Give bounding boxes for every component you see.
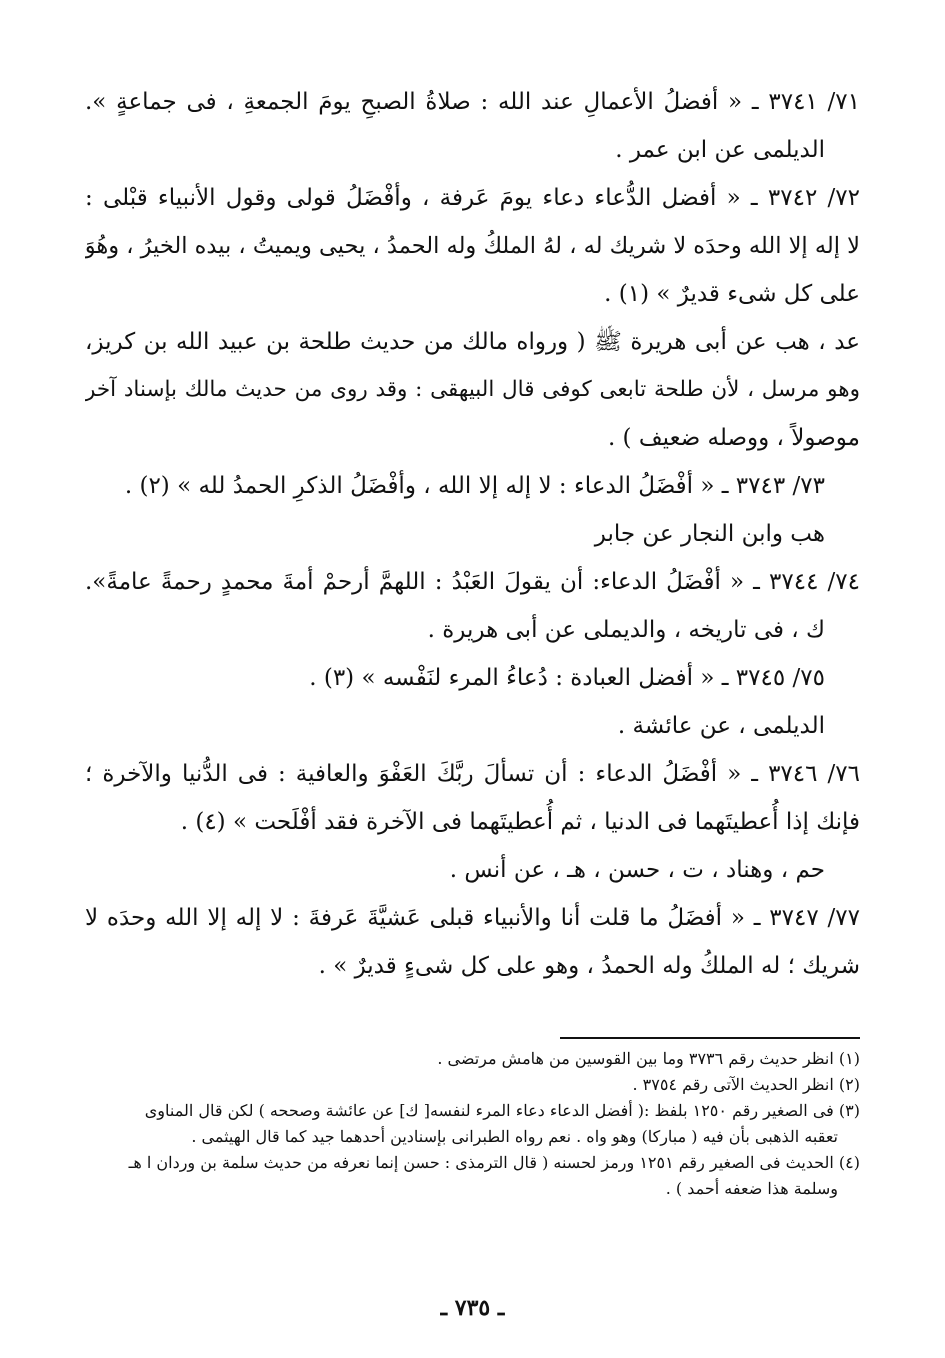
- footnote-2: (٢) انظر الحديث الآتى رقم ٣٧٥٤ .: [632, 1075, 860, 1094]
- footnote-4-line-2: وسلمة هذا ضعفه أحمد ) .: [665, 1179, 838, 1198]
- footnotes: [85, 1046, 860, 1202]
- hadith-3744-line-1: ٧٤/ ٣٧٤٤ ـ « أفْضَلُ الدعاء: أن يقولَ العَبْدُ : اللهمَّ أرحمْ أمةَ محمدٍ رحمةً عامةً».: [85, 569, 860, 595]
- footnote-1: (١) انظر حديث رقم ٣٧٣٦ وما بين القوسين من هامش مرتضى .: [437, 1049, 860, 1068]
- hadith-3741-line-1: ٧١/ ٣٧٤١ ـ « أفضلُ الأعمالِ عند الله : صلاةُ الصبحِ يومَ الجمعةِ ، فى جماعةٍ ».: [85, 89, 860, 115]
- hadith-3742-source-line-1: عد ، هب عن أبى هريرة ﷺ ( ورواه مالك من حديث طلحة بن عبيد الله بن كريز،: [85, 329, 860, 355]
- hadith-3743-source: هب وابن النجار عن جابر: [594, 521, 825, 547]
- footnote-separator: [560, 1037, 860, 1039]
- footnote-4-line-1: (٤) الحديث فى الصغير رقم ١٢٥١ ورمز لحسنه ( قال الترمذى : حسن إنما نعرفه من حديث سلمة بن وردان ا هـ: [128, 1153, 860, 1172]
- hadith-3747-line-1: ٧٧/ ٣٧٤٧ ـ « أفضَلُ ما قلت أنا والأنبياء قبلى عَشيَّةَ عَرفةَ : لا إله إلا الله وحدَه لا: [85, 905, 860, 931]
- footnote-3-line-2: تعقبه الذهبى بأن فيه ( مباركا) وهو واه . نعم رواه الطبرانى بإسنادين أحدهما جيد كما قال الهيثمى .: [191, 1127, 838, 1146]
- hadith-3741-source: الديلمى عن ابن عمر .: [615, 137, 825, 163]
- hadith-3742-line-1: ٧٢/ ٣٧٤٢ ـ « أفضل الدُّعاء دعاء يومَ عَرفة ، وأفْضَلُ قولى وقول الأنبياء قبْلى :: [85, 185, 860, 211]
- footnote-3-line-1: (٣) فى الصغير رقم ١٢٥٠ بلفظ :( أفضل الدعاء دعاء المرء لنفسه[ ك] عن عائشة وصححه ) لكن قال المناوى: [144, 1101, 860, 1120]
- hadith-3746-line-1: ٧٦/ ٣٧٤٦ ـ « أفْضَلُ الدعاء : أن تسألَ ربَّكَ العَفْوَ والعافية : فى الدُّنيا والآخرة ؛: [85, 761, 860, 787]
- hadith-3744-source: ك ، فى تاريخه ، والديملى عن أبى هريرة .: [427, 617, 825, 643]
- hadith-3742-source-line-3: موصولاً ، ووصله ضعيف ) .: [607, 425, 860, 451]
- hadith-3742-source-line-2: وهو مرسل ، لأن طلحة تابعى كوفى قال البيهقى : وقد روى من حديث مالك بإسناد آخر: [85, 377, 860, 402]
- hadith-3747-line-2: شريك ؛ له الملكُ وله الحمدُ ، وهو على كل شىءٍ قديرٌ » .: [318, 953, 860, 979]
- main-text: [85, 78, 860, 990]
- hadith-3745-line-1: ٧٥/ ٣٧٤٥ ـ « أفضل العبادة : دُعاءُ المرء لنَفْسه » (٣) .: [309, 665, 825, 691]
- hadith-3742-line-3: على كل شىء قديرٌ » (١) .: [604, 281, 860, 307]
- hadith-3746-line-2: فإنك إذا أُعطيتَهما فى الدنيا ، ثم أُعطيتَهما فى الآخرة فقد أفْلَحت » (٤) .: [180, 809, 860, 835]
- hadith-3742-line-2: لا إله إلا الله وحدَه لا شريك له ، لهُ الملكُ وله الحمدُ ، يحيى ويميتُ ، بيده الخيرُ ، وهُوَ: [85, 233, 860, 259]
- hadith-3743-line-1: ٧٣/ ٣٧٤٣ ـ « أفْضَلُ الدعاء : لا إله إلا الله ، وأفْضَلُ الذكرِ الحمدُ لله » (٢) .: [124, 473, 825, 499]
- hadith-3745-source: الديلمى ، عن عائشة .: [617, 713, 825, 739]
- hadith-3746-source: حم ، وهناد ، ت ، حسن ، هـ ، عن أنس .: [449, 857, 825, 883]
- page-number: ـ ٧٣٥ ـ: [440, 1295, 505, 1321]
